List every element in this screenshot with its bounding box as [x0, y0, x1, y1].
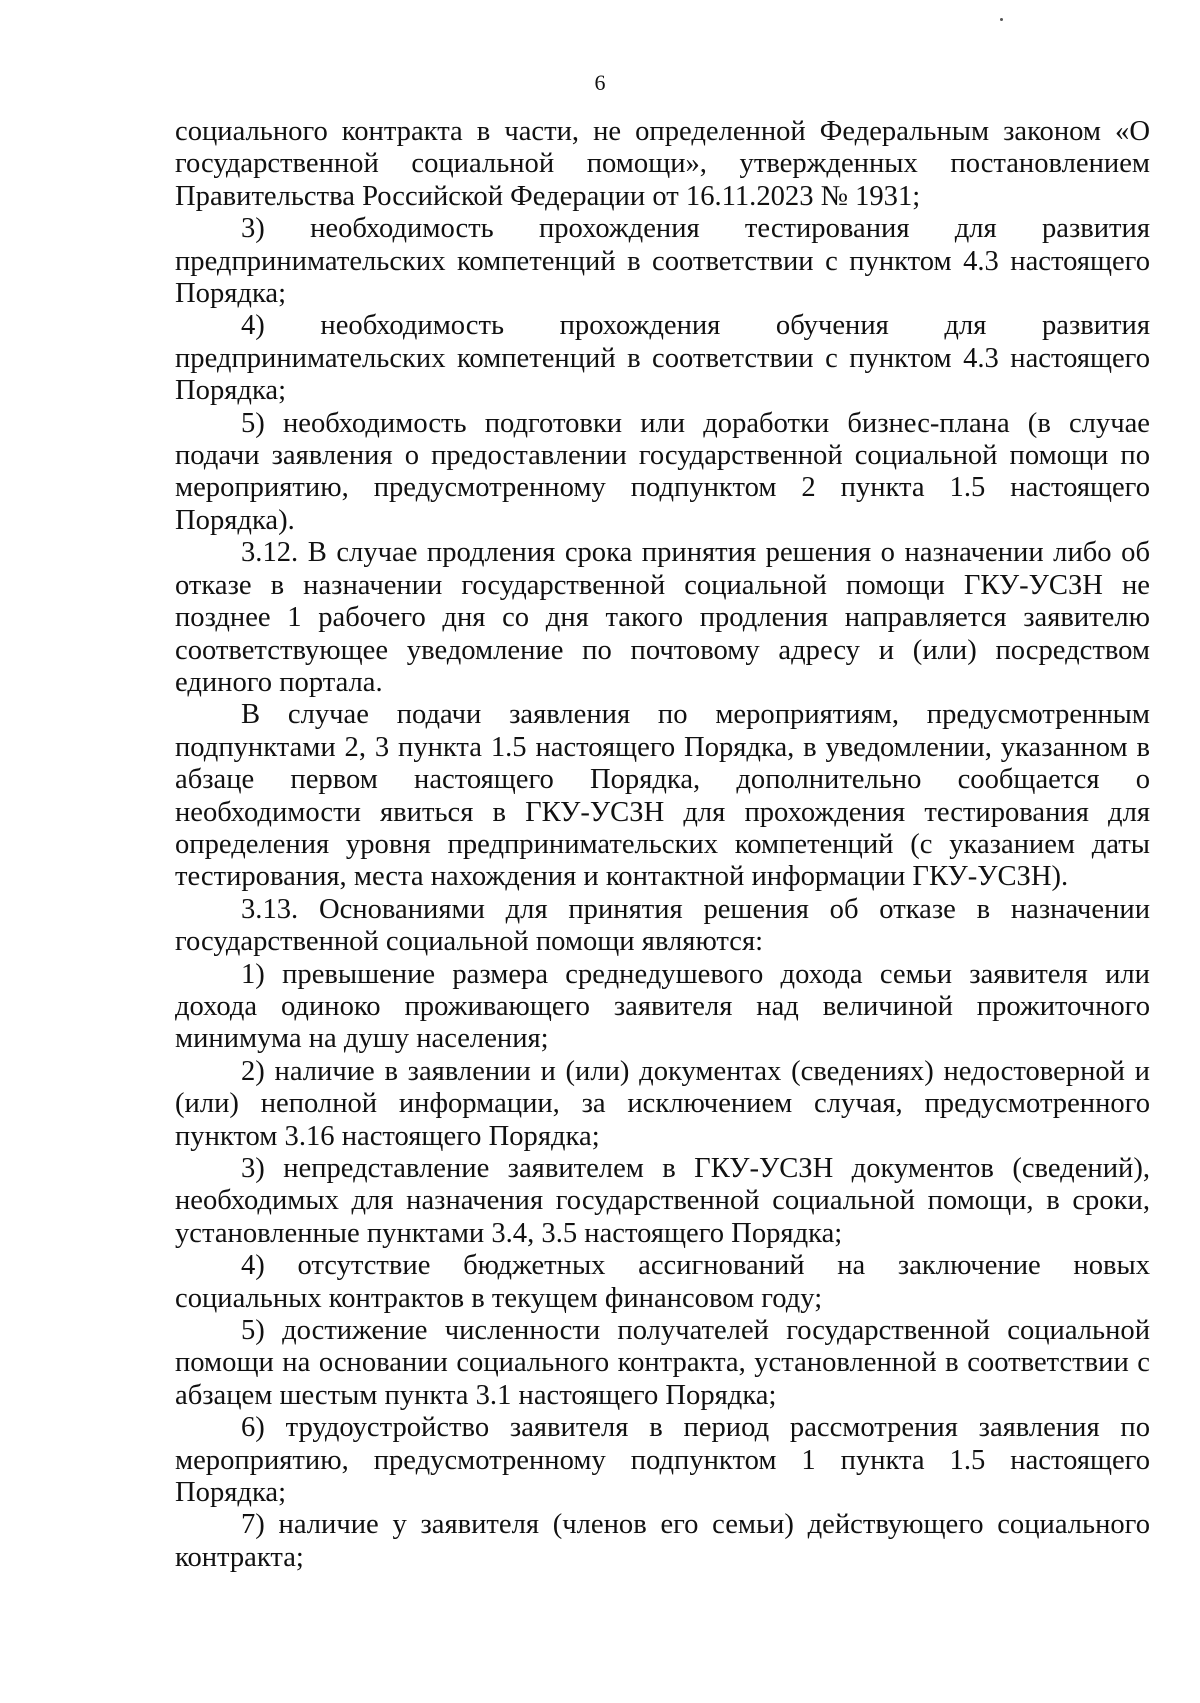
paragraph: социального контракта в части, не определенной Федеральным законом «О государственной социальной помощи», утвержденных постановлением Правительства Российской Федерации от 16.11.2023 № 1931; [175, 116, 1150, 212]
list-item-6: 6) трудоустройство заявителя в период рассмотрения заявления по мероприятию, предусмотренному подпунктом 1 пункта 1.5 настоящего Порядка; [175, 1412, 1150, 1509]
list-item-1: 1) превышение размера среднедушевого дохода семьи заявителя или дохода одиноко проживающего заявителя над величиной прожиточного минимума на душу населения; [175, 958, 1150, 1055]
list-item-3: 3) необходимость прохождения тестирования для развития предпринимательских компетенций в соответствии с пунктом 4.3 настоящего Порядка; [175, 213, 1150, 310]
clause-3-13: 3.13. Основаниями для принятия решения об отказе в назначении государственной социальной помощи являются: [175, 893, 1150, 958]
document-body [175, 116, 1150, 1574]
clause-3-12: 3.12. В случае продления срока принятия решения о назначении либо об отказе в назначении государственной социальной помощи ГКУ-УСЗН не позднее 1 рабочего дня со дня такого продления направляется заявителю соответствующее уведомление по почтовому адресу и (или) посредством единого портала. [175, 537, 1150, 698]
page-number: 6 [594, 70, 606, 95]
list-item-2: 2) наличие в заявлении и (или) документах (сведениях) недостоверной и (или) неполной информации, за исключением случая, предусмотренного пунктом 3.16 настоящего Порядка; [175, 1055, 1150, 1152]
paragraph: В случае подачи заявления по мероприятиям, предусмотренным подпунктами 2, 3 пункта 1.5 настоящего Порядка, в уведомлении, указанном в абзаце первом настоящего Порядка, дополнительно сообщается о необходимости явиться в ГКУ-УСЗН для прохождения тестирования для определения уровня предпринимательских компетенций (с указанием даты тестирования, места нахождения и контактной информации ГКУ-УСЗН). [175, 699, 1150, 893]
list-item-4: 4) необходимость прохождения обучения для развития предпринимательских компетенций в соответствии с пунктом 4.3 настоящего Порядка; [175, 310, 1150, 407]
list-item-5: 5) достижение численности получателей государственной социальной помощи на основании социального контракта, установленной в соответствии с абзацем шестым пункта 3.1 настоящего Порядка; [175, 1315, 1150, 1411]
list-item-3: 3) непредставление заявителем в ГКУ-УСЗН документов (сведений), необходимых для назначения государственной социальной помощи, в сроки, установленные пунктами 3.4, 3.5 настоящего Порядка; [175, 1153, 1150, 1249]
list-item-4: 4) отсутствие бюджетных ассигнований на заключение новых социальных контрактов в текущем финансовом году; [175, 1250, 1150, 1314]
list-item-7: 7) наличие у заявителя (членов его семьи) действующего социального контракта; [175, 1509, 1150, 1573]
scan-speck [1000, 18, 1003, 21]
list-item-5: 5) необходимость подготовки или доработки бизнес-плана (в случае подачи заявления о предоставлении государственной социальной помощи по мероприятию, предусмотренному подпунктом 2 пункта 1.5 настоящего Порядка). [175, 407, 1150, 536]
